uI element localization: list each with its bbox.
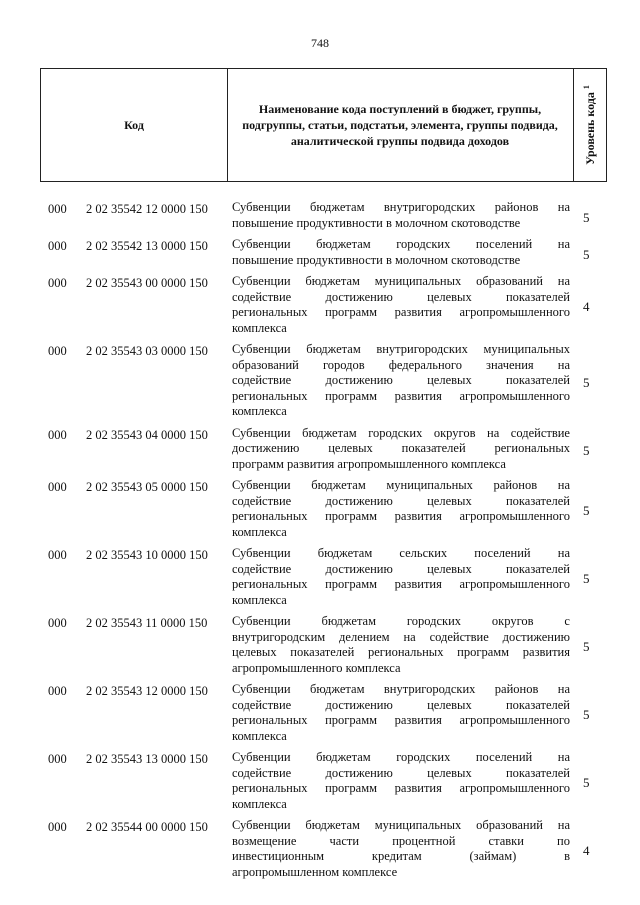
row-code: 2 02 35542 12 0000 150	[86, 202, 208, 216]
row-name	[232, 200, 570, 231]
row-name-line: комплекса	[232, 404, 287, 418]
row-name-line: содействие достижению целевых показателей	[232, 765, 570, 780]
row-name	[232, 682, 570, 744]
row-level: 5	[583, 571, 590, 586]
row-code-prefix: 000	[48, 202, 67, 216]
row-code-prefix: 000	[48, 480, 67, 494]
row-name-line: содействие достижению целевых показателей	[232, 697, 570, 712]
row-name-line: Субвенции бюджетам внутригородских муниципальных	[232, 342, 570, 356]
row-name-line: комплекса	[232, 796, 287, 811]
row-name-line: содействие достижению целевых показателей	[232, 493, 570, 508]
header-level-column	[573, 69, 606, 181]
row-level: 4	[583, 299, 590, 314]
row-code-prefix: 000	[48, 427, 67, 442]
row-name	[232, 426, 570, 473]
row-level: 5	[583, 442, 590, 458]
row-code: 2 02 35542 13 0000 150	[86, 239, 208, 253]
header-code-column	[41, 69, 228, 181]
row-name-line: агропромышленного комплекса	[232, 660, 401, 675]
row-level: 5	[583, 503, 590, 518]
row-name-line: Субвенции бюджетам внутригородских районов на	[232, 682, 570, 696]
table-header	[40, 68, 607, 182]
row-name-line: содействие достижению целевых показателей	[232, 373, 570, 387]
row-level: 4	[583, 843, 590, 858]
header-level-text: Уровень кода	[582, 92, 597, 165]
row-name-line: Субвенции бюджетам внутригородских районов на	[232, 200, 570, 214]
page-number: 748	[311, 36, 329, 50]
row-name	[232, 342, 570, 420]
row-name-line: Субвенции бюджетам муниципальных образований на	[232, 818, 570, 832]
row-name-line: Субвенции бюджетам городских поселений на	[232, 750, 570, 764]
row-name-line: программ развития агропромышленного комплекса	[232, 456, 506, 471]
row-name-line: целевых показателей региональных программ развития	[232, 645, 570, 659]
row-code-prefix: 000	[48, 752, 67, 766]
row-name	[232, 750, 570, 812]
row-code: 2 02 35544 00 0000 150	[86, 820, 208, 834]
row-name-line: повышение продуктивности в молочном скотоводстве	[232, 252, 521, 267]
row-level: 5	[583, 374, 590, 390]
row-code: 2 02 35543 13 0000 150	[86, 752, 208, 766]
row-level: 5	[583, 775, 590, 790]
row-name	[232, 818, 570, 880]
row-name-line: содействие достижению целевых показателей	[232, 561, 570, 576]
row-name-line: Субвенции бюджетам городских округов на содействие	[232, 425, 570, 440]
row-name-line: комплекса	[232, 728, 287, 743]
header-level-label	[582, 85, 598, 165]
row-name	[232, 237, 570, 268]
row-code: 2 02 35543 10 0000 150	[86, 548, 208, 562]
row-name-line: повышение продуктивности в молочном скотоводстве	[232, 215, 521, 230]
row-level: 5	[583, 246, 590, 262]
row-name-line: комплекса	[232, 320, 287, 335]
row-name-line: региональных программ развития агропромышленного	[232, 388, 570, 403]
row-name-line: региональных программ развития агропромышленного	[232, 577, 570, 591]
row-name-line: Субвенции бюджетам муниципальных районов на	[232, 478, 570, 492]
row-code-prefix: 000	[48, 616, 67, 630]
row-name-line: агропромышленном комплексе	[232, 864, 398, 879]
row-code-prefix: 000	[48, 344, 67, 358]
row-code-prefix: 000	[48, 239, 67, 253]
row-name-line: Субвенции бюджетам муниципальных образований на	[232, 274, 570, 288]
row-name	[232, 478, 570, 540]
header-name-column	[227, 69, 574, 181]
row-name	[232, 546, 570, 608]
row-name-line: Субвенции бюджетам городских поселений на	[232, 237, 570, 251]
row-name-line: региональных программ развития агропромышленного	[232, 713, 570, 727]
row-code: 2 02 35543 00 0000 150	[86, 276, 208, 290]
row-name-line: Субвенции бюджетам сельских поселений на	[232, 546, 570, 560]
row-code: 2 02 35543 03 0000 150	[86, 344, 208, 358]
row-code: 2 02 35543 11 0000 150	[86, 616, 208, 630]
row-code: 2 02 35543 04 0000 150	[86, 427, 208, 442]
row-level: 5	[583, 707, 590, 722]
row-code: 2 02 35543 12 0000 150	[86, 684, 208, 698]
row-code-prefix: 000	[48, 684, 67, 698]
row-name-line: достижению целевых показателей региональных	[232, 441, 570, 455]
row-level: 5	[583, 639, 590, 654]
row-code-prefix: 000	[48, 820, 67, 834]
row-name-line: комплекса	[232, 524, 287, 539]
row-code-prefix: 000	[48, 548, 67, 562]
row-name-line: содействие достижению целевых показателей	[232, 289, 570, 304]
row-name-line: возмещение части процентной ставки по	[232, 833, 570, 848]
row-name-line: внутригородским делением на содействие достижению	[232, 629, 570, 644]
header-level-footnote: 1	[581, 85, 591, 90]
row-name	[232, 274, 570, 336]
row-code-prefix: 000	[48, 276, 67, 290]
row-name-line: образований городов федерального значения на	[232, 357, 570, 372]
header-code-label: Код	[124, 118, 144, 132]
row-name-line: Субвенции бюджетам городских округов с	[232, 614, 570, 628]
header-name-label: Наименование кода поступлений в бюджет, группы, подгруппы, статьи, подстатьи, элемента, группы подвида, аналитической группы подвида доходов	[242, 102, 558, 148]
row-level: 5	[583, 209, 590, 225]
row-name-line: комплекса	[232, 592, 287, 607]
row-name-line: региональных программ развития агропромышленного	[232, 509, 570, 523]
row-code: 2 02 35543 05 0000 150	[86, 480, 208, 494]
row-name-line: региональных программ развития агропромышленного	[232, 781, 570, 795]
row-name-line: региональных программ развития агропромышленного	[232, 305, 570, 319]
row-name-line: инвестиционным кредитам (займам) в	[232, 849, 570, 863]
row-name	[232, 614, 570, 676]
